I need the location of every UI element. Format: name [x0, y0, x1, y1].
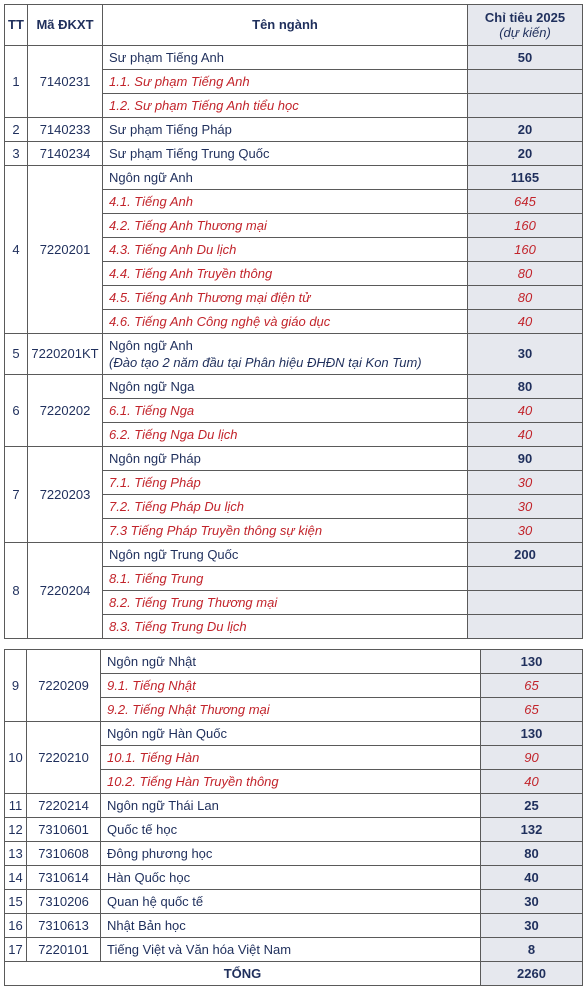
sub-row-name: 4.4. Tiếng Anh Truyền thông	[103, 262, 468, 286]
row-name: Đông phương học	[101, 842, 481, 866]
sub-row-quota: 80	[468, 286, 583, 310]
sub-row-quota	[468, 591, 583, 615]
row-quota: 80	[481, 842, 583, 866]
sub-row-quota: 645	[468, 190, 583, 214]
row-tt: 10	[5, 722, 27, 794]
sub-row-quota: 160	[468, 238, 583, 262]
sub-row-quota: 40	[468, 310, 583, 334]
sub-row-name: 6.1. Tiếng Nga	[103, 399, 468, 423]
row-name: Ngôn ngữ Hàn Quốc	[101, 722, 481, 746]
table-row	[5, 794, 583, 818]
sub-row-quota: 30	[468, 495, 583, 519]
row-name: Ngôn ngữ Nhật	[101, 650, 481, 674]
sub-row-name: 4.3. Tiếng Anh Du lịch	[103, 238, 468, 262]
row-code: 7220214	[27, 794, 101, 818]
row-name: Sư phạm Tiếng Pháp	[103, 118, 468, 142]
sub-row-name: 10.1. Tiếng Hàn	[101, 746, 481, 770]
sub-row-name: 4.6. Tiếng Anh Công nghệ và giáo dục	[103, 310, 468, 334]
row-code: 7140231	[28, 46, 103, 118]
sub-row-name: 8.1. Tiếng Trung	[103, 567, 468, 591]
sub-row-name: 7.1. Tiếng Pháp	[103, 471, 468, 495]
sub-row-name: 7.2. Tiếng Pháp Du lịch	[103, 495, 468, 519]
row-quota: 30	[481, 890, 583, 914]
sub-row-quota: 40	[468, 399, 583, 423]
row-name: Ngôn ngữ Nga	[103, 375, 468, 399]
row-code: 7220101	[27, 938, 101, 962]
sub-row-name: 9.1. Tiếng Nhật	[101, 674, 481, 698]
row-code: 7220203	[28, 447, 103, 543]
row-name: Nhật Bản học	[101, 914, 481, 938]
row-code: 7140234	[28, 142, 103, 166]
quota-table-part-2	[4, 649, 583, 986]
row-quota: 1165	[468, 166, 583, 190]
total-row	[5, 962, 583, 986]
table-row	[5, 914, 583, 938]
row-tt: 9	[5, 650, 27, 722]
table-body-part-1	[5, 46, 583, 639]
row-tt: 3	[5, 142, 28, 166]
row-quota: 40	[481, 866, 583, 890]
row-code: 7310608	[27, 842, 101, 866]
sub-row-quota: 30	[468, 471, 583, 495]
sub-row-name: 10.2. Tiếng Hàn Truyền thông	[101, 770, 481, 794]
table-body-part-2	[5, 650, 583, 962]
row-tt: 15	[5, 890, 27, 914]
row-tt: 8	[5, 543, 28, 639]
header-code: Mã ĐKXT	[28, 5, 103, 46]
row-quota: 30	[468, 334, 583, 375]
row-name: Sư phạm Tiếng Anh	[103, 46, 468, 70]
table-row	[5, 866, 583, 890]
table-row	[5, 650, 583, 674]
table-row	[5, 938, 583, 962]
row-code: 7220202	[28, 375, 103, 447]
sub-row-quota: 65	[481, 674, 583, 698]
row-quota: 25	[481, 794, 583, 818]
table-row	[5, 543, 583, 567]
sub-row-quota: 40	[468, 423, 583, 447]
sub-row-name: 1.1. Sư phạm Tiếng Anh	[103, 70, 468, 94]
sub-row-quota: 40	[481, 770, 583, 794]
row-tt: 11	[5, 794, 27, 818]
row-quota: 200	[468, 543, 583, 567]
row-code: 7310206	[27, 890, 101, 914]
header-name: Tên ngành	[103, 5, 468, 46]
row-note: (Đào tạo 2 năm đầu tại Phân hiệu ĐHĐN tại Kon Tum)	[109, 355, 422, 370]
row-code: 7220201KT	[28, 334, 103, 375]
sub-row-quota	[468, 615, 583, 639]
row-quota: 50	[468, 46, 583, 70]
table-header-row	[5, 5, 583, 46]
sub-row-quota	[468, 94, 583, 118]
row-name: Quốc tế học	[101, 818, 481, 842]
total-label: TỔNG	[5, 962, 481, 986]
header-quota-sub: (dự kiến)	[499, 25, 551, 40]
row-name: Ngôn ngữ Trung Quốc	[103, 543, 468, 567]
row-tt: 17	[5, 938, 27, 962]
table-row	[5, 447, 583, 471]
row-code: 7220209	[27, 650, 101, 722]
table-row	[5, 118, 583, 142]
table-row	[5, 842, 583, 866]
table-row	[5, 890, 583, 914]
row-code: 7140233	[28, 118, 103, 142]
sub-row-quota	[468, 567, 583, 591]
sub-row-quota: 90	[481, 746, 583, 770]
row-code: 7310601	[27, 818, 101, 842]
row-quota: 8	[481, 938, 583, 962]
header-tt: TT	[5, 5, 28, 46]
row-quota: 80	[468, 375, 583, 399]
table-row	[5, 46, 583, 70]
row-tt: 16	[5, 914, 27, 938]
sub-row-quota	[468, 70, 583, 94]
row-tt: 6	[5, 375, 28, 447]
row-name: Hàn Quốc học	[101, 866, 481, 890]
row-quota: 20	[468, 142, 583, 166]
row-quota: 30	[481, 914, 583, 938]
row-tt: 4	[5, 166, 28, 334]
row-name: Ngôn ngữ Anh	[103, 166, 468, 190]
sub-row-quota: 80	[468, 262, 583, 286]
sub-row-quota: 65	[481, 698, 583, 722]
row-quota: 90	[468, 447, 583, 471]
sub-row-name: 9.2. Tiếng Nhật Thương mại	[101, 698, 481, 722]
sub-row-name: 8.3. Tiếng Trung Du lịch	[103, 615, 468, 639]
row-code: 7220201	[28, 166, 103, 334]
sub-row-name: 8.2. Tiếng Trung Thương mại	[103, 591, 468, 615]
row-quota: 130	[481, 722, 583, 746]
row-name	[103, 334, 468, 375]
row-name: Sư phạm Tiếng Trung Quốc	[103, 142, 468, 166]
row-name-text: Ngôn ngữ Anh	[109, 338, 193, 353]
sub-row-quota: 160	[468, 214, 583, 238]
row-quota: 130	[481, 650, 583, 674]
row-code: 7310614	[27, 866, 101, 890]
row-tt: 13	[5, 842, 27, 866]
row-code: 7310613	[27, 914, 101, 938]
table-row	[5, 334, 583, 375]
quota-table-part-1	[4, 4, 583, 639]
sub-row-name: 1.2. Sư phạm Tiếng Anh tiểu học	[103, 94, 468, 118]
table-row	[5, 166, 583, 190]
sub-row-name: 4.1. Tiếng Anh	[103, 190, 468, 214]
table-row	[5, 142, 583, 166]
sub-row-name: 4.5. Tiếng Anh Thương mại điện tử	[103, 286, 468, 310]
table-row	[5, 722, 583, 746]
total-value: 2260	[481, 962, 583, 986]
row-name: Ngôn ngữ Pháp	[103, 447, 468, 471]
table-row	[5, 818, 583, 842]
sub-row-name: 7.3 Tiếng Pháp Truyền thông sự kiện	[103, 519, 468, 543]
row-code: 7220210	[27, 722, 101, 794]
row-tt: 12	[5, 818, 27, 842]
row-tt: 7	[5, 447, 28, 543]
row-name: Ngôn ngữ Thái Lan	[101, 794, 481, 818]
table-row	[5, 375, 583, 399]
sub-row-quota: 30	[468, 519, 583, 543]
row-name: Quan hệ quốc tế	[101, 890, 481, 914]
sub-row-name: 6.2. Tiếng Nga Du lịch	[103, 423, 468, 447]
row-tt: 5	[5, 334, 28, 375]
header-quota	[468, 5, 583, 46]
row-tt: 2	[5, 118, 28, 142]
header-quota-label: Chỉ tiêu 2025	[484, 10, 566, 25]
row-code: 7220204	[28, 543, 103, 639]
row-quota: 132	[481, 818, 583, 842]
row-name: Tiếng Việt và Văn hóa Việt Nam	[101, 938, 481, 962]
row-tt: 1	[5, 46, 28, 118]
sub-row-name: 4.2. Tiếng Anh Thương mại	[103, 214, 468, 238]
row-quota: 20	[468, 118, 583, 142]
row-tt: 14	[5, 866, 27, 890]
